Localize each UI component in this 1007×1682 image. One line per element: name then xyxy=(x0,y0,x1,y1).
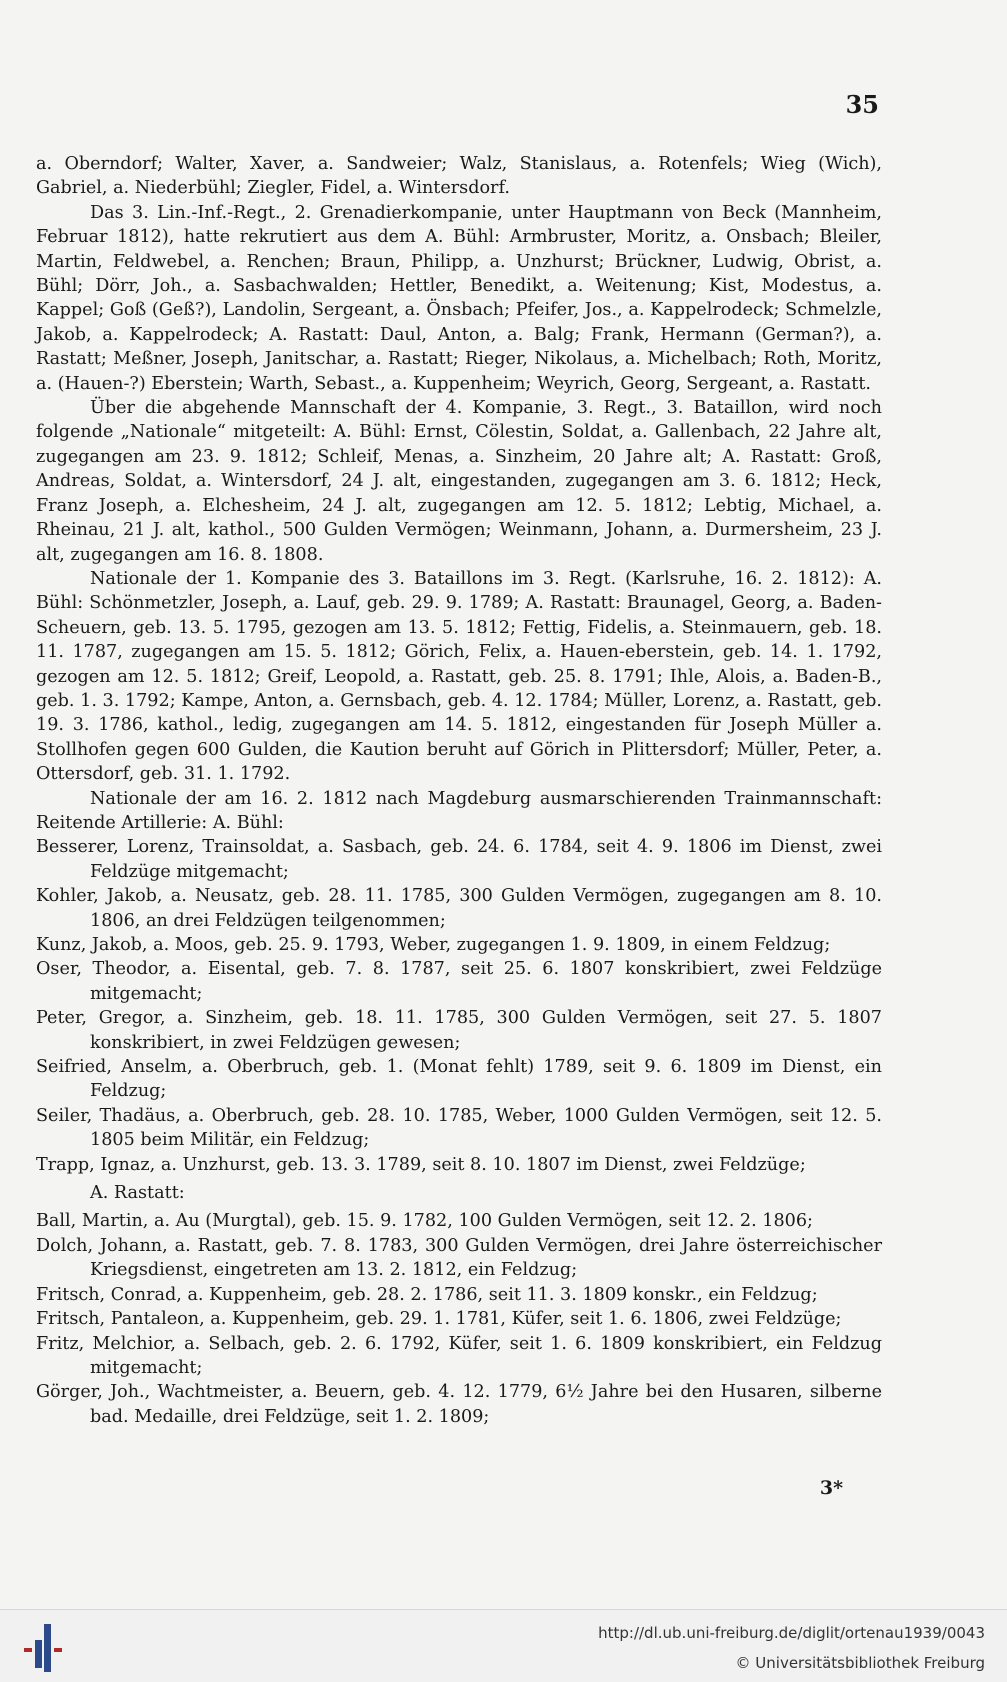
list-entry: Seiler, Thadäus, a. Oberbruch, geb. 28. 10. 1785, Weber, 1000 Gulden Vermögen, seit 12. 5. 1805 beim Militär, ein Feldzug; xyxy=(36,1105,882,1151)
list-entry: Kohler, Jakob, a. Neusatz, geb. 28. 11. 1785, 300 Gulden Vermögen, zugegangen am 8. 10. 1806, an drei Feldzügen teilgenommen; xyxy=(36,886,882,931)
paragraph: Über die abgehende Mannschaft der 4. Kompanie, 3. Regt., 3. Bataillon, wird noch folgende „Nationale“ mitgeteilt: A. Bühl: Ernst, Cölestin, Soldat, a. Gallenbach, 22 Jahre alt, zugegangen am 23. 9. 1812; Schleif, Menas, a. Sinzheim, 20 Jahre alt; A. Rastatt: Groß, Andreas, Soldat, a. Wintersdorf, 24 J. alt, eingestanden, zugegangen am 3. 6. 1812; Heck, Franz Joseph, a. Elchesheim, 24 J. alt, zugegangen am 12. 5. 1812; Lebtig, Michael, a. Rheinau, 21 J. alt, kathol., 500 Gulden Vermögen; Weinmann, Johann, a. Durmersheim, 23 J. alt, zugegangen am 16. 8. 1808. xyxy=(36,398,882,565)
list-entry: Görger, Joh., Wachtmeister, a. Beuern, geb. 4. 12. 1779, 6½ Jahre bei den Husaren, silberne bad. Medaille, drei Feldzüge, seit 1. 2. 1809; xyxy=(36,1382,882,1427)
section-heading: A. Rastatt: xyxy=(90,1183,185,1204)
list-entry: Fritz, Melchior, a. Selbach, geb. 2. 6. 1792, Küfer, seit 1. 6. 1809 konskribiert, ein Feldzug mitgemacht; xyxy=(36,1333,882,1378)
footer-bar xyxy=(0,1609,1007,1682)
library-logo-icon xyxy=(24,1622,68,1672)
paragraph: Nationale der 1. Kompanie des 3. Bataillons im 3. Regt. (Karlsruhe, 16. 2. 1812): A. Bühl: Schönmetzler, Joseph, a. Lauf, geb. 29. 9. 1789; A. Rastatt: Braunagel, Georg, a. Baden-Scheuern, geb. 13. 5. 1795, gezogen am 13. 5. 1812; Fettig, Fidelis, a. Steinmauern, geb. 18. 11. 1787, zugegangen am 15. 5. 1812; Görich, Felix, a. Hauen-eberstein, geb. 14. 1. 1792, gezogen am 12. 5. 1812; Greif, Leopold, a. Rastatt, geb. 25. 8. 1791; Ihle, Alois, a. Baden-B., geb. 1. 3. 1792; Kampe, Anton, a. Gernsbach, geb. 4. 12. 1784; Müller, Lorenz, a. Rastatt, geb. 19. 3. 1786, kathol., ledig, zugegangen am 14. 5. 1812, eingestanden für Joseph Müller a. Stollhofen gegen 600 Gulden, die Kaution beruht auf Görich in Plittersdorf; Müller, Peter, a. Ottersdorf, geb. 31. 1. 1792. xyxy=(36,568,882,785)
list-entry: Fritsch, Pantaleon, a. Kuppenheim, geb. 29. 1. 1781, Küfer, seit 1. 6. 1806, zwei Feldzüge; xyxy=(36,1309,842,1330)
paragraph: Das 3. Lin.-Inf.-Regt., 2. Grenadierkompanie, unter Hauptmann von Beck (Mannheim, Februar 1812), hatte rekrutiert aus dem A. Bühl: Armbruster, Moritz, a. Onsbach; Bleiler, Martin, Feldwebel, a. Renchen; Braun, Philipp, a. Unzhurst; Brückner, Ludwig, Obrist, a. Bühl; Dörr, Joh., a. Sasbachwalden; Hettler, Benedikt, a. Weitenung; Kist, Modestus, a. Kappel; Goß (Geß?), Landolin, Sergeant, a. Önsbach; Pfeifer, Jos., a. Kappelrodeck; Schmelzle, Jakob, a. Kappelrodeck; A. Rastatt: Daul, Anton, a. Balg; Frank, Hermann (German?), a. Rastatt; Meßner, Joseph, Janitschar, a. Rastatt; Rieger, Nikolaus, a. Michelbach; Roth, Moritz, a. (Hauen-?) Eberstein; Warth, Sebast., a. Kuppenheim; Weyrich, Georg, Sergeant, a. Rastatt. xyxy=(36,202,882,394)
list-entry: Seifried, Anselm, a. Oberbruch, geb. 1. (Monat fehlt) 1789, seit 9. 6. 1809 im Dienst, ein Feldzug; xyxy=(36,1057,882,1102)
body-text xyxy=(36,152,882,1429)
list-entry: Peter, Gregor, a. Sinzheim, geb. 18. 11. 1785, 300 Gulden Vermögen, seit 27. 5. 1807 konskribiert, in zwei Feldzügen gewesen; xyxy=(36,1008,882,1053)
paragraph: a. Oberndorf; Walter, Xaver, a. Sandweier; Walz, Stanislaus, a. Rotenfels; Wieg (Wich), Gabriel, a. Niederbühl; Ziegler, Fidel, a. Wintersdorf. xyxy=(36,154,882,199)
list-entry: Trapp, Ignaz, a. Unzhurst, geb. 13. 3. 1789, seit 8. 10. 1807 im Dienst, zwei Feldzüge; xyxy=(36,1154,806,1175)
copyright-notice: © Universitätsbibliothek Freiburg xyxy=(735,1654,985,1672)
page-number: 35 xyxy=(845,90,879,119)
list-entry: Kunz, Jakob, a. Moos, geb. 25. 9. 1793, Weber, zugegangen 1. 9. 1809, in einem Feldzug; xyxy=(36,935,831,955)
paragraph: Nationale der am 16. 2. 1812 nach Magdeburg ausmarschierenden Trainmannschaft: Reitende Artillerie: A. Bühl: xyxy=(36,788,882,833)
list-entry: Ball, Martin, a. Au (Murgtal), geb. 15. 9. 1782, 100 Gulden Vermögen, seit 12. 2. 1806; xyxy=(36,1211,813,1232)
list-entry: Besserer, Lorenz, Trainsoldat, a. Sasbach, geb. 24. 6. 1784, seit 4. 9. 1806 im Dienst, zwei Feldzüge mitgemacht; xyxy=(36,837,882,882)
list-entry: Fritsch, Conrad, a. Kuppenheim, geb. 28. 2. 1786, seit 11. 3. 1809 konskr., ein Feldzug; xyxy=(36,1284,818,1305)
list-entry: Oser, Theodor, a. Eisental, geb. 7. 8. 1787, seit 25. 6. 1807 konskribiert, zwei Feldzüge mitgemacht; xyxy=(36,959,882,1004)
signature-mark: 3* xyxy=(819,1477,843,1499)
list-entry: Dolch, Johann, a. Rastatt, geb. 7. 8. 1783, 300 Gulden Vermögen, drei Jahre österreichischer Kriegsdienst, eingetreten am 13. 2. 1812, ein Feldzug; xyxy=(36,1235,882,1281)
source-url-link[interactable]: http://dl.ub.uni-freiburg.de/diglit/ortenau1939/0043 xyxy=(598,1624,985,1642)
